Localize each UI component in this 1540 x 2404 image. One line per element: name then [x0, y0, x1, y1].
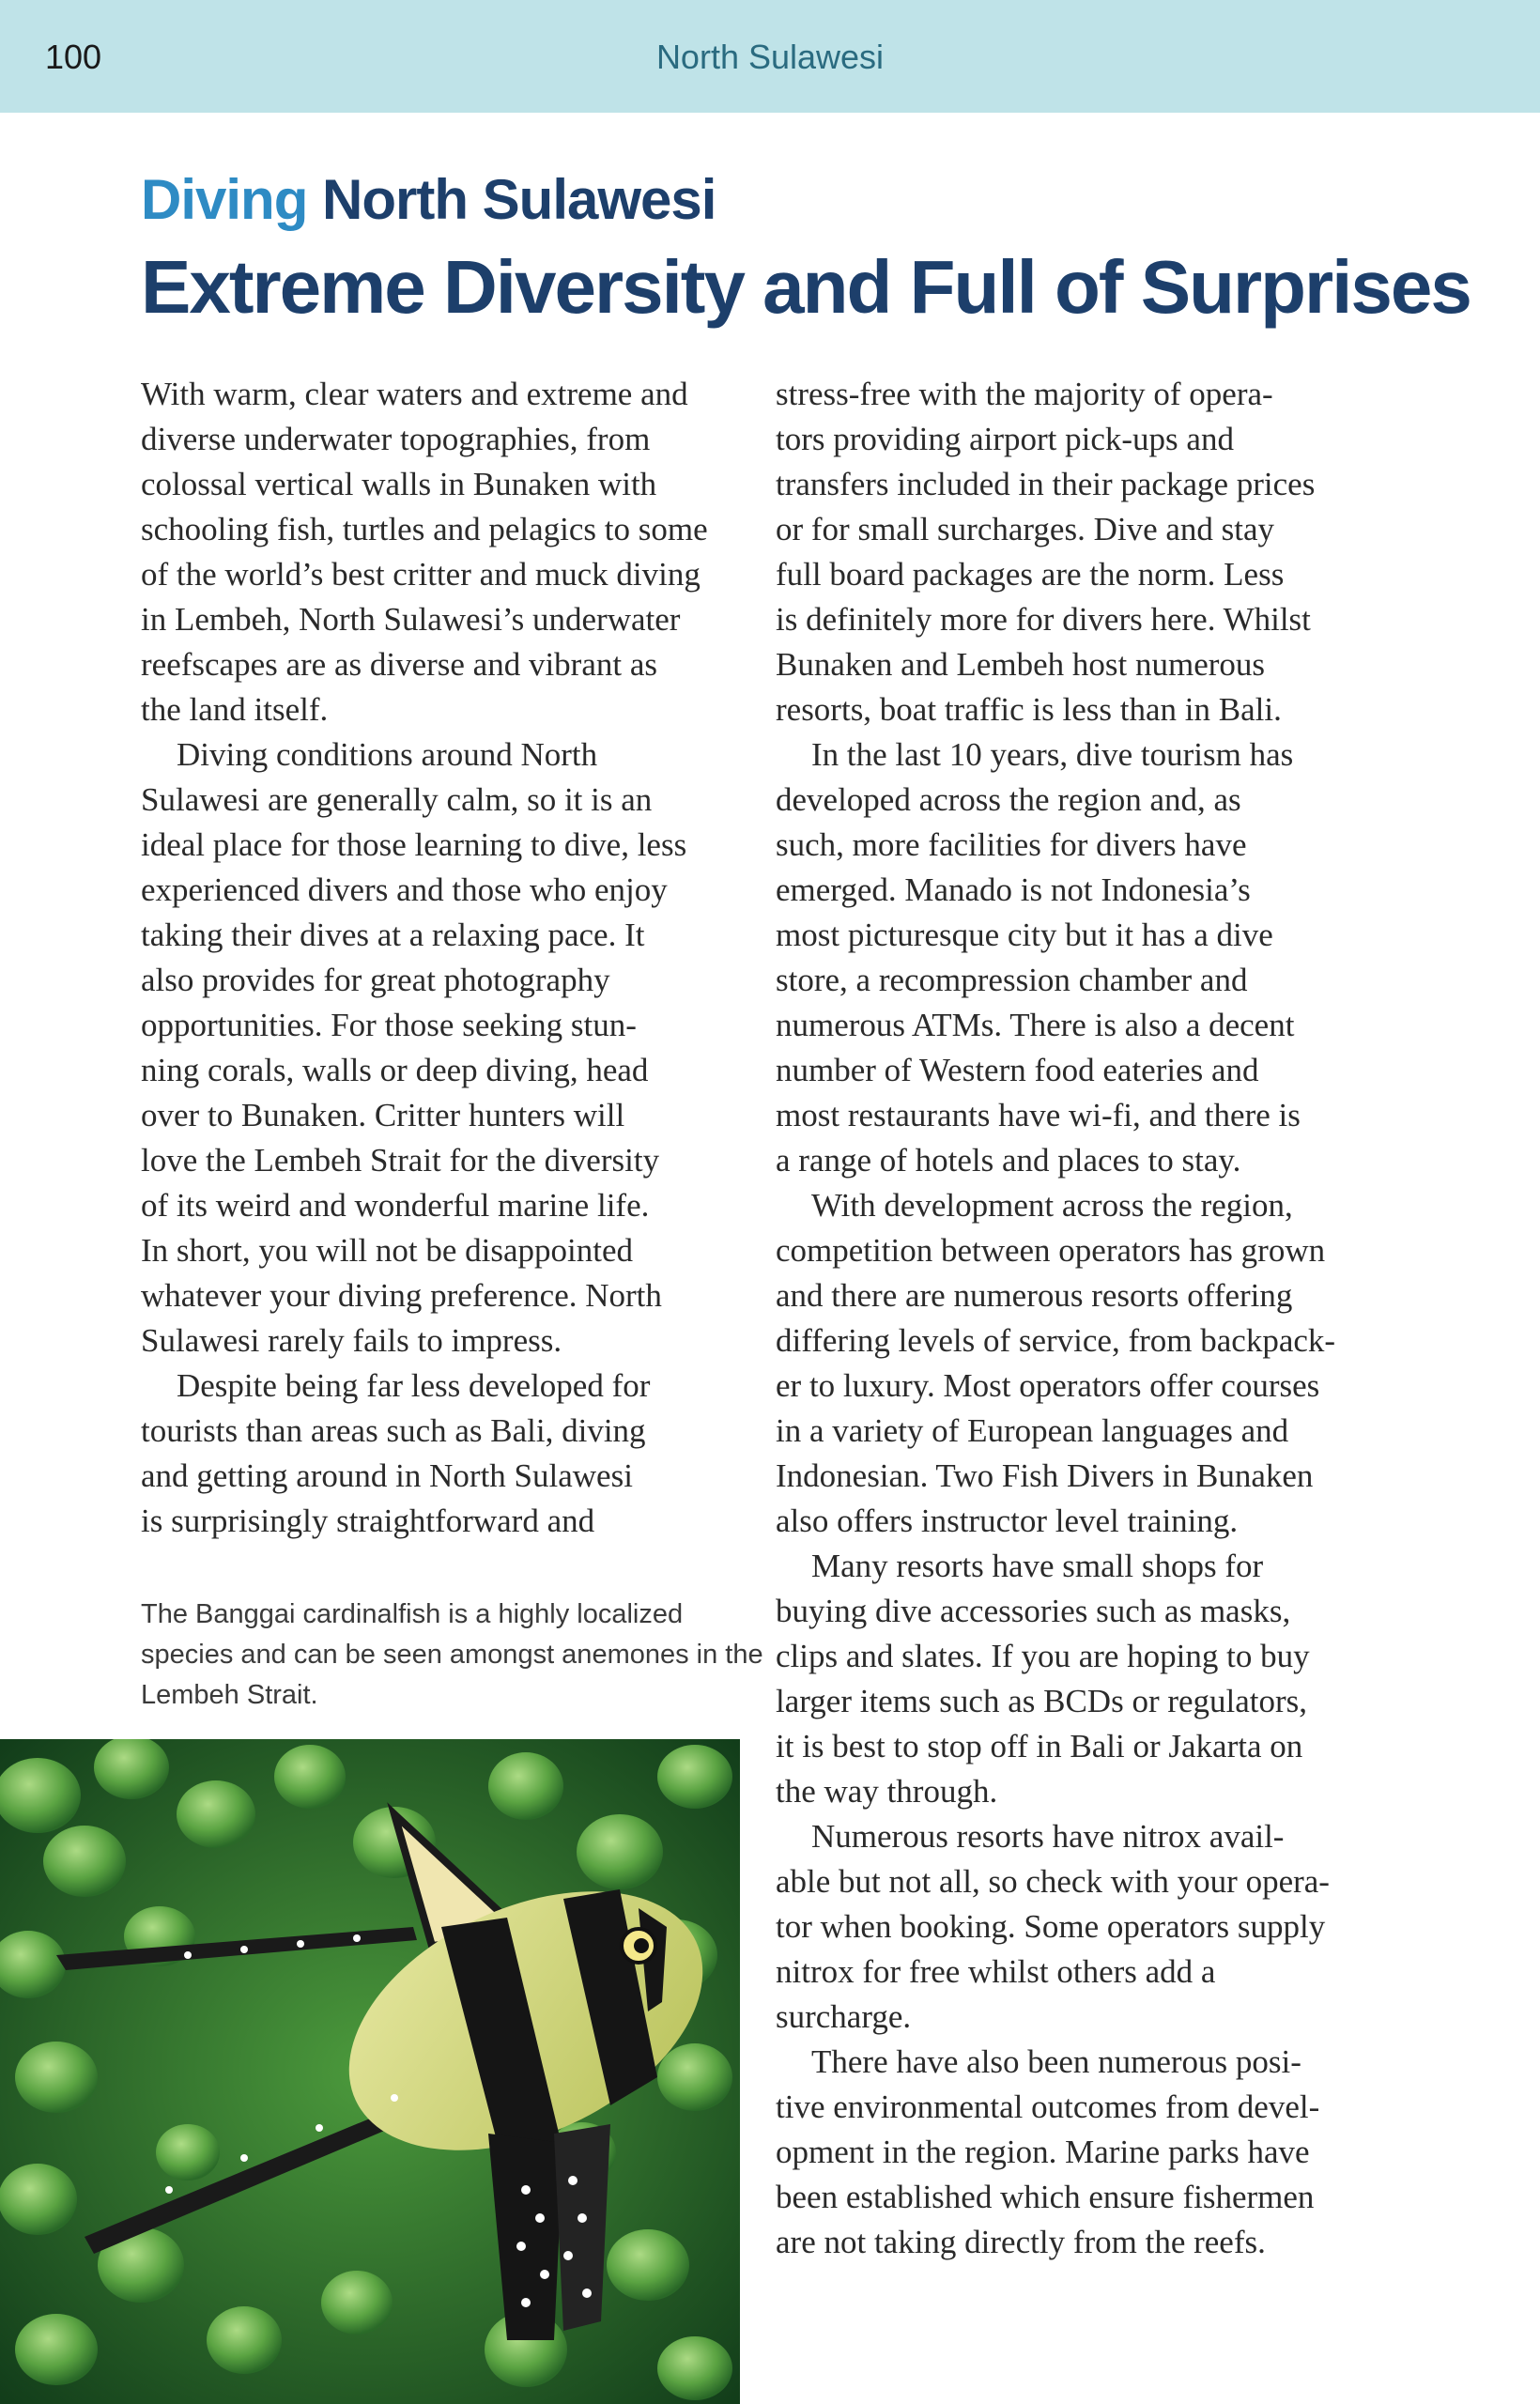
body-text-line: store, a recompression chamber and — [776, 962, 1248, 998]
body-text-line: clips and slates. If you are hoping to buy — [776, 1638, 1310, 1674]
section-kicker — [141, 167, 716, 232]
body-text-line: emerged. Manado is not Indonesia’s — [776, 871, 1251, 908]
photo-caption — [141, 1595, 763, 1716]
body-text-line: In short, you will not be disappointed — [141, 1232, 633, 1269]
body-text-line: are not taking directly from the reefs. — [776, 2224, 1266, 2260]
body-text-line: been established which ensure fishermen — [776, 2179, 1315, 2215]
body-text-line: numerous ATMs. There is also a decent — [776, 1007, 1295, 1043]
body-text-line: opment in the region. Marine parks have — [776, 2134, 1310, 2170]
body-text-line: most picturesque city but it has a dive — [776, 917, 1273, 953]
body-text-line: and there are numerous resorts offering — [776, 1277, 1293, 1314]
body-text-line: tors providing airport pick-ups and — [776, 421, 1234, 457]
body-text-line: and getting around in North Sulawesi — [141, 1457, 633, 1494]
right-column — [776, 372, 1377, 2265]
body-text-line: love the Lembeh Strait for the diversity — [141, 1142, 660, 1179]
body-text-line: reefscapes are as diverse and vibrant as — [141, 646, 658, 683]
body-text-line: able but not all, so check with your opera- — [776, 1863, 1330, 1900]
body-text-line: experienced divers and those who enjoy — [141, 871, 668, 908]
body-text-line: Diving conditions around North — [177, 736, 598, 773]
body-text-line: a range of hotels and places to stay. — [776, 1142, 1241, 1179]
body-text-line: of the world’s best critter and muck diving — [141, 556, 701, 593]
body-text-line: such, more facilities for divers have — [776, 826, 1247, 863]
body-text-line: Bunaken and Lembeh host numerous — [776, 646, 1266, 683]
body-text-line: competition between operators has grown — [776, 1232, 1326, 1269]
running-head: North Sulawesi — [655, 38, 885, 76]
body-text-line: nitrox for free whilst others add a — [776, 1953, 1216, 1990]
body-text-line: colossal vertical walls in Bunaken with — [141, 466, 657, 502]
kicker-lead: Diving — [141, 168, 308, 231]
body-text-line: opportunities. For those seeking stun- — [141, 1007, 637, 1043]
body-text-line: or for small surcharges. Dive and stay — [776, 511, 1275, 547]
body-text-line: in a variety of European languages and — [776, 1412, 1289, 1449]
body-text-line: Numerous resorts have nitrox avail- — [811, 1818, 1285, 1855]
caption-line: Lembeh Strait. — [141, 1680, 318, 1710]
body-text-line: differing levels of service, from backpack- — [776, 1322, 1336, 1359]
body-text-line: tourists than areas such as Bali, diving — [141, 1412, 646, 1449]
body-text-line: the way through. — [776, 1773, 998, 1810]
body-text-line: whatever your diving preference. North — [141, 1277, 662, 1314]
left-column — [141, 372, 742, 1544]
body-text-line: resorts, boat traffic is less than in Bali. — [776, 691, 1282, 728]
banggai-cardinalfish-photo — [0, 1739, 740, 2404]
body-text-line: surcharge. — [776, 1998, 912, 2035]
body-text-line: of its weird and wonderful marine life. — [141, 1187, 650, 1224]
body-text-line: ning corals, walls or deep diving, head — [141, 1052, 649, 1088]
body-text-line: With warm, clear waters and extreme and — [141, 376, 688, 412]
body-text-line: Despite being far less developed for — [177, 1367, 651, 1404]
body-text-line: tor when booking. Some operators supply — [776, 1908, 1326, 1945]
body-text-line: diverse underwater topographies, from — [141, 421, 651, 457]
caption-line: The Banggai cardinalfish is a highly localized — [141, 1599, 684, 1629]
body-text-line: it is best to stop off in Bali or Jakarta on — [776, 1728, 1303, 1764]
body-text-line: full board packages are the norm. Less — [776, 556, 1285, 593]
body-text-line: also provides for great photography — [141, 962, 610, 998]
body-text-line: is surprisingly straightforward and — [141, 1502, 595, 1539]
body-text-line: also offers instructor level training. — [776, 1502, 1239, 1539]
body-text-line: ideal place for those learning to dive, less — [141, 826, 687, 863]
body-text-line: is definitely more for divers here. Whilst — [776, 601, 1311, 638]
header-band — [0, 0, 1540, 113]
article-title: Extreme Diversity and Full of Surprises — [141, 245, 1471, 329]
body-text-line: stress-free with the majority of opera- — [776, 376, 1273, 412]
body-text-line: in Lembeh, North Sulawesi’s underwater — [141, 601, 681, 638]
body-text-line: most restaurants have wi-fi, and there is — [776, 1097, 1301, 1133]
body-text-line: Sulawesi rarely fails to impress. — [141, 1322, 562, 1359]
body-text-line: over to Bunaken. Critter hunters will — [141, 1097, 625, 1133]
body-text-line: transfers included in their package prices — [776, 466, 1316, 502]
body-text-line: tive environmental outcomes from devel- — [776, 2088, 1320, 2125]
body-text-line: In the last 10 years, dive tourism has — [811, 736, 1294, 773]
body-text-line: developed across the region and, as — [776, 781, 1241, 818]
body-text-line: Indonesian. Two Fish Divers in Bunaken — [776, 1457, 1314, 1494]
body-text-line: taking their dives at a relaxing pace. It — [141, 917, 645, 953]
body-text-line: Many resorts have small shops for — [811, 1548, 1264, 1584]
body-text-line: larger items such as BCDs or regulators, — [776, 1683, 1308, 1719]
body-text-line: schooling fish, turtles and pelagics to some — [141, 511, 708, 547]
body-text-line: With development across the region, — [811, 1187, 1293, 1224]
body-text-line: buying dive accessories such as masks, — [776, 1593, 1291, 1629]
body-text-line: Sulawesi are generally calm, so it is an — [141, 781, 653, 818]
body-text-line: er to luxury. Most operators offer courses — [776, 1367, 1320, 1404]
caption-line: species and can be seen amongst anemones in the — [141, 1640, 763, 1670]
body-text-line: There have also been numerous posi- — [811, 2043, 1301, 2080]
body-text-line: number of Western food eateries and — [776, 1052, 1259, 1088]
page-number: 100 — [45, 38, 102, 76]
body-text-line: the land itself. — [141, 691, 329, 728]
kicker-rest: North Sulawesi — [307, 168, 716, 231]
